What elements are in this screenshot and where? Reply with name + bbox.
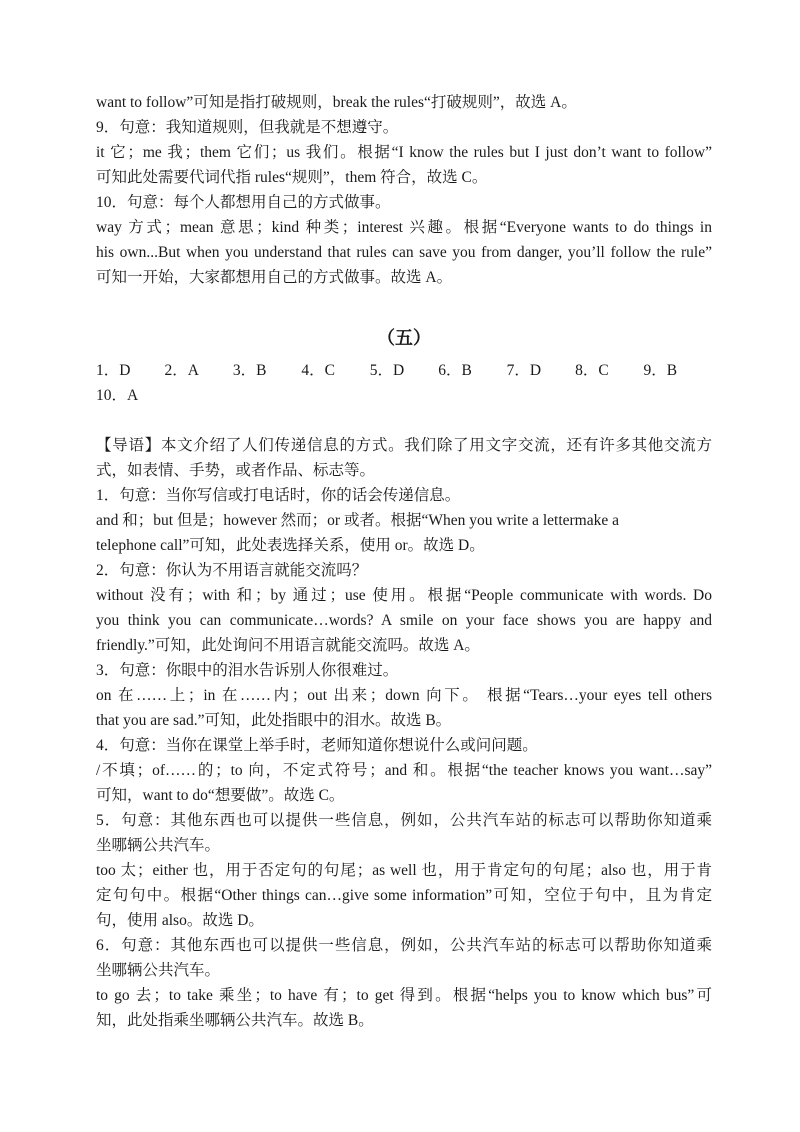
text-line: 9．句意：我知道规则，但我就是不想遵守。 xyxy=(96,119,399,136)
text-line: 4．句意：当你在课堂上举手时，老师知道你想说什么或问问题。 xyxy=(96,737,538,754)
text-line: 【导语】本文介绍了人们传递信息的方式。我们除了用文字交流，还有许多其他交流方 xyxy=(96,437,712,454)
text-line: it 它；me 我；them 它们；us 我们。根据“I know the rules but I just don’t want to follow” xyxy=(96,144,712,161)
text-line: and 和；but 但是；however 然而；or 或者。根据“When you write a lettermake a xyxy=(96,512,619,529)
text-line: that you are sad.”可知，此处指眼中的泪水。故选 B。 xyxy=(96,712,452,729)
text-line: on 在……上；in 在……内；out 出来；down 向下。 根据“Tears…your eyes tell others xyxy=(96,687,712,704)
spacer xyxy=(96,408,712,433)
text-line: 2．句意：你认为不用语言就能交流吗？ xyxy=(96,562,368,579)
guide-block xyxy=(96,433,712,1033)
text-line: 可知此处需要代词代指 rules“规则”，them 符合，故选 C。 xyxy=(96,169,488,186)
answer-item: 3．B xyxy=(232,362,267,379)
answer-key-row xyxy=(96,358,712,383)
text-line: 10．句意：每个人都想用自己的方式做事。 xyxy=(96,194,391,211)
text-line: 6．句意：其他东西也可以提供一些信息，例如，公共汽车站的标志可以帮助你知道乘 xyxy=(96,937,712,954)
text-line: 坐哪辆公共汽车。 xyxy=(96,962,221,979)
text-line: 句，使用 also。故选 D。 xyxy=(96,912,264,929)
text-line: friendly.”可知，此处询问不用语言就能交流吗。故选 A。 xyxy=(96,637,480,654)
text-line: 5．句意：其他东西也可以提供一些信息，例如，公共汽车站的标志可以帮助你知道乘 xyxy=(96,812,712,829)
text-line: 1．句意：当你写信或打电话时，你的话会传递信息。 xyxy=(96,487,461,504)
answer-item: 9．B xyxy=(643,362,678,379)
top-block xyxy=(96,90,712,290)
answer-item: 6．B xyxy=(438,362,472,379)
text-line: to go 去；to take 乘坐；to have 有；to get 得到。根据“helps you to know which bus”可 xyxy=(96,987,712,1004)
answer-item: 2．A xyxy=(164,362,199,379)
text-line: you think you can communicate…words? A smile on your face shows you are happy and xyxy=(96,612,712,629)
answer-item: 7．D xyxy=(506,362,542,379)
text-line: way 方式；mean 意思；kind 种类；interest 兴趣。根据“Everyone wants to do things in xyxy=(96,219,712,236)
text-line: too 太；either 也，用于否定句的句尾；as well 也，用于肯定句的句尾；also 也，用于肯 xyxy=(96,862,712,879)
text-line: 知，此处指乘坐哪辆公共汽车。故选 B。 xyxy=(96,1012,374,1029)
text-line: 可知，want to do“想要做”。故选 C。 xyxy=(96,787,345,804)
text-line: 坐哪辆公共汽车。 xyxy=(96,837,221,854)
text-line: without 没有；with 和；by 通过；use 使用。根据“People communicate with words. Do xyxy=(96,587,712,604)
text-line: telephone call”可知，此处表选择关系，使用 or。故选 D。 xyxy=(96,537,485,554)
text-line: 式，如表情、手势，或者作品、标志等。 xyxy=(96,462,376,479)
text-line: his own...But when you understand that rules can save you from danger, you’ll follow the rule” xyxy=(96,244,712,261)
answer-item: 8．C xyxy=(575,362,609,379)
text-line: 可知一开始，大家都想用自己的方式做事。故选 A。 xyxy=(96,269,453,286)
answer-item: 1．D xyxy=(96,362,131,379)
section-title: （五） xyxy=(377,328,431,348)
document-page xyxy=(96,90,712,1033)
answer-item-last: 10．A xyxy=(96,387,139,404)
text-line: 3．句意：你眼中的泪水告诉别人你很难过。 xyxy=(96,662,399,679)
text-line: want to follow”可知是指打破规则，break the rules“打破规则”，故选 A。 xyxy=(96,94,577,111)
answer-item: 4．C xyxy=(301,362,335,379)
answer-item: 5．D xyxy=(369,362,405,379)
text-line: /不填；of……的；to 向，不定式符号；and 和。根据“the teacher knows you want…say” xyxy=(96,762,712,779)
text-line: 定句句中。根据“Other things can…give some information”可知，空位于句中，且为肯定 xyxy=(96,887,712,904)
